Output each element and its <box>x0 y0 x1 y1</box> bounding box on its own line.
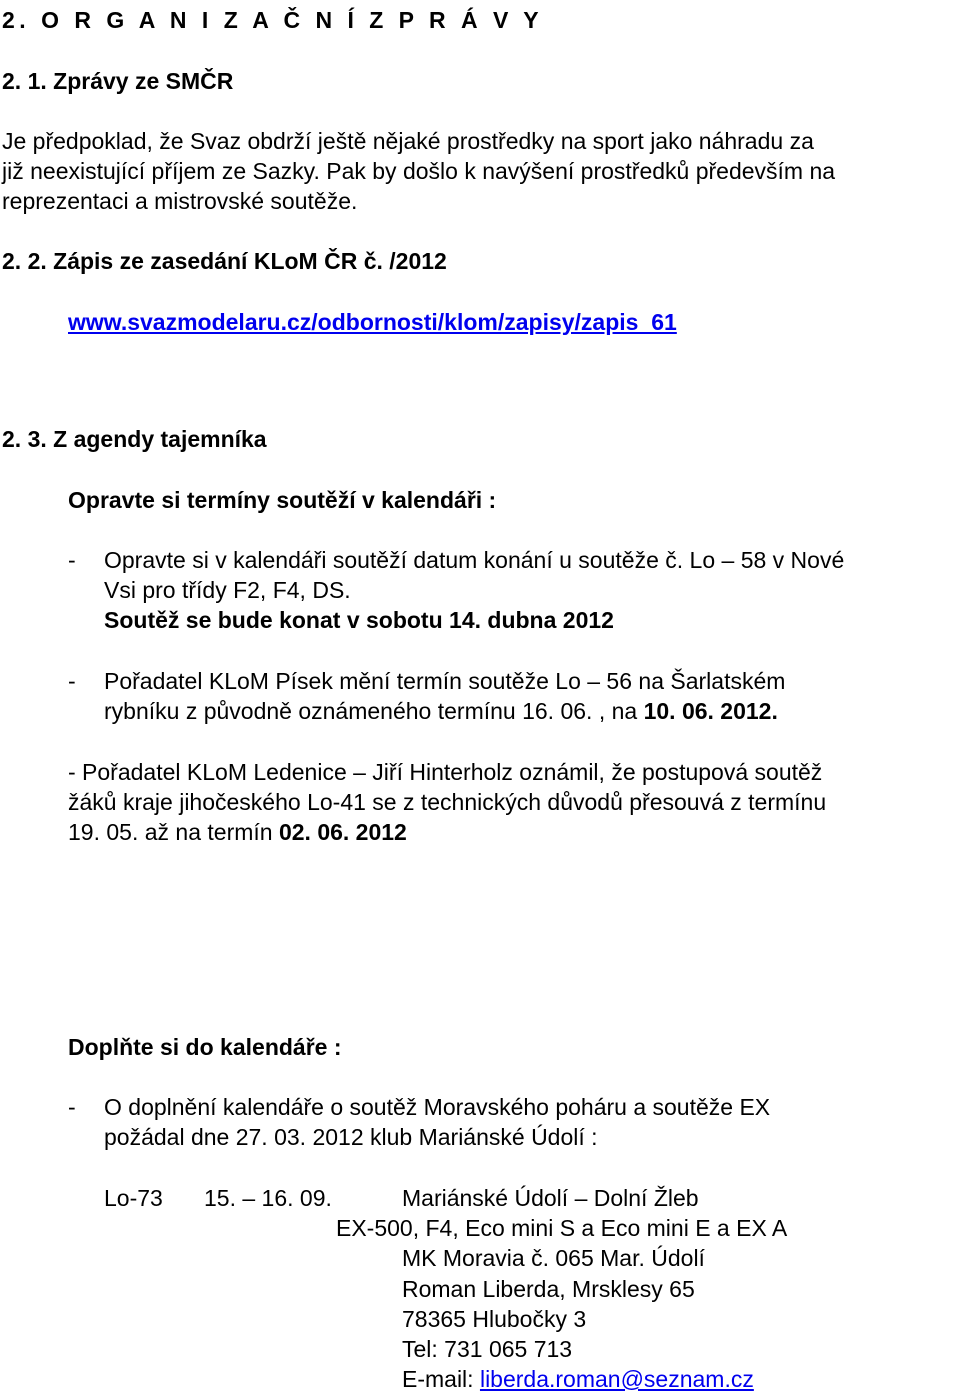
list-item-line: Opravte si v kalendáři soutěží datum konání u soutěže č. Lo – 58 v Nové <box>104 547 845 573</box>
paragraph-line: již neexistující příjem ze Sazky. Pak by došlo k navýšení prostředků především na <box>2 158 836 184</box>
event-organizer: MK Moravia č. 065 Mar. Údolí <box>402 1245 705 1271</box>
list-item-line: žáků kraje jihočeského Lo-41 se z technických důvodů přesouvá z termínu <box>68 789 827 815</box>
email-link[interactable]: liberda.roman@seznam.cz <box>479 1366 754 1392</box>
list-dash: - <box>68 547 76 573</box>
heading-add-to-calendar: Doplňte si do kalendáře : <box>68 1034 342 1060</box>
contact-phone: Tel: 731 065 713 <box>402 1336 573 1362</box>
list-item-line: požádal dne 27. 03. 2012 klub Mariánské Údolí : <box>104 1124 598 1150</box>
list-dash: - <box>68 668 76 694</box>
list-item-line: Vsi pro třídy F2, F4, DS. <box>104 577 351 603</box>
contact-email-line <box>402 1364 754 1394</box>
event-dates: 15. – 16. 09. <box>204 1185 332 1211</box>
paragraph-line: Je předpoklad, že Svaz obdrží ještě nějaké prostředky na sport jako náhradu za <box>2 128 814 154</box>
list-item-line-bold: Soutěž se bude konat v sobotu 14. dubna 2012 <box>104 607 614 633</box>
list-item-line: - Pořadatel KLoM Ledenice – Jiří Hinterholz oznámil, že postupová soutěž <box>68 759 823 785</box>
list-item-text: rybníku z původně oznámeného termínu 16. 06. , na <box>104 698 644 724</box>
list-item-text: 19. 05. až na termín <box>68 819 279 845</box>
new-date: 02. 06. 2012 <box>278 819 407 845</box>
list-item-line <box>68 817 407 847</box>
event-place: Mariánské Údolí – Dolní Žleb <box>402 1185 699 1211</box>
new-date: 10. 06. 2012. <box>643 698 778 724</box>
section-title: 2. O R G A N I Z A Č N Í Z P R Á V Y <box>2 7 544 33</box>
heading-smcr-news: 2. 1. Zprávy ze SMČR <box>2 68 234 94</box>
list-item-line: O doplnění kalendáře o soutěž Moravského poháru a soutěže EX <box>104 1094 771 1120</box>
list-dash: - <box>68 1094 76 1120</box>
event-code: Lo-73 <box>104 1185 163 1211</box>
email-label: E-mail: <box>402 1366 480 1392</box>
subheading-fix-dates: Opravte si termíny soutěží v kalendáři : <box>68 487 497 513</box>
paragraph-line: reprezentaci a mistrovské soutěže. <box>2 188 358 214</box>
contact-person: Roman Liberda, Mrsklesy 65 <box>402 1276 695 1302</box>
heading-secretary-agenda: 2. 3. Z agendy tajemníka <box>2 426 267 452</box>
contact-address: 78365 Hlubočky 3 <box>402 1306 587 1332</box>
minutes-link[interactable]: www.svazmodelaru.cz/odbornosti/klom/zapisy/zapis_61 <box>68 309 677 335</box>
heading-meeting-minutes: 2. 2. Zápis ze zasedání KLoM ČR č. /2012 <box>2 248 447 274</box>
list-item-line <box>104 696 778 726</box>
event-classes: EX-500, F4, Eco mini S a Eco mini E a EX A <box>336 1215 788 1241</box>
list-item-line: Pořadatel KLoM Písek mění termín soutěže Lo – 56 na Šarlatském <box>104 668 786 694</box>
